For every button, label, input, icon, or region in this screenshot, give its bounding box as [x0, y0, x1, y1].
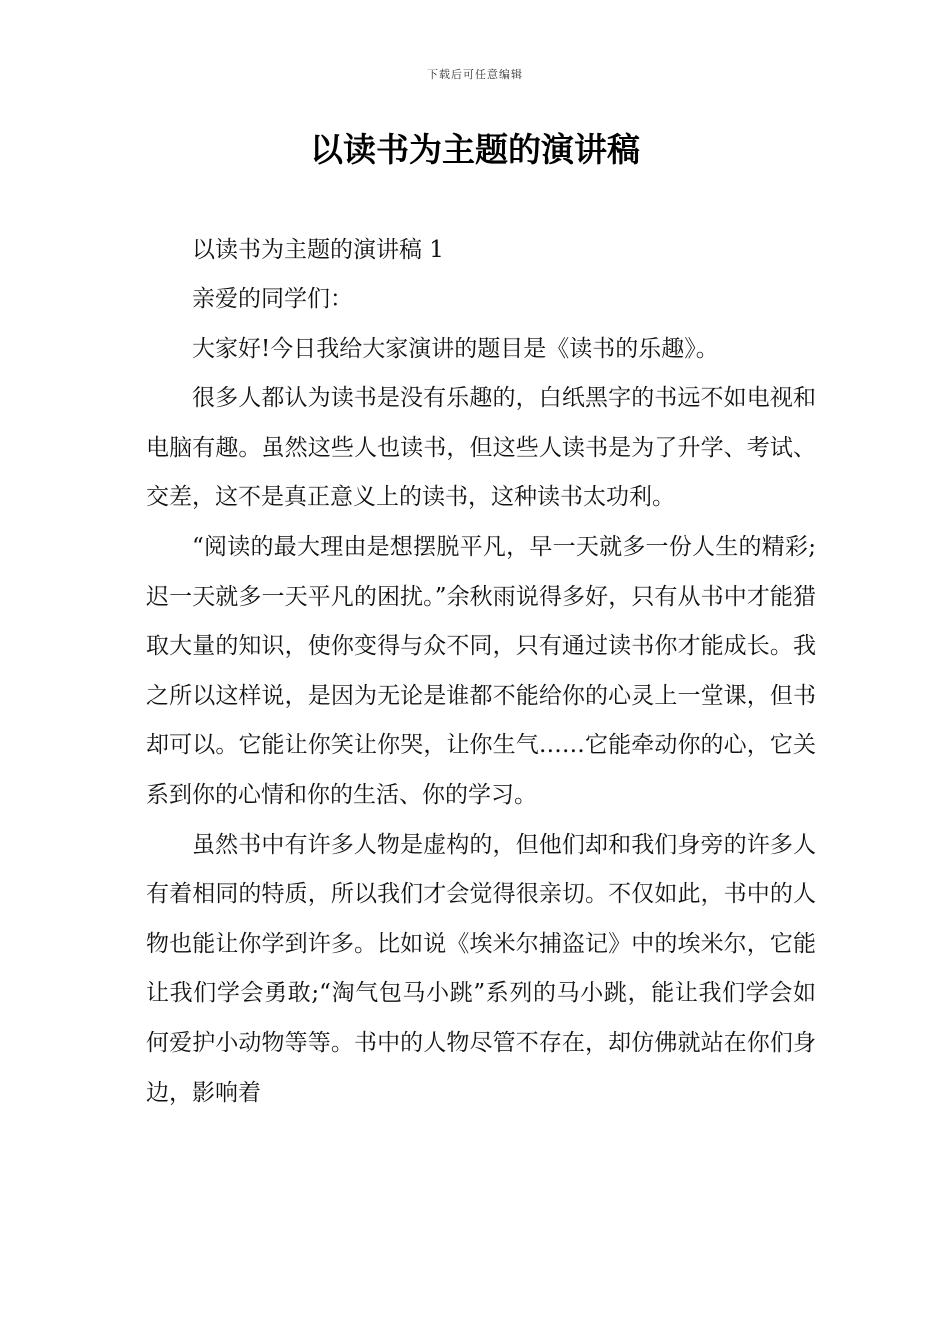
paragraph-subtitle: 以读书为主题的演讲稿 1 — [192, 237, 444, 263]
paragraph-body-3: 虽然书中有许多人物是虚构的，但他们却和我们身旁的许多人有着相同的特质，所以我们才会觉得很亲切。不仅如此，书中的人物也能让你学到许多。比如说《埃米尔捕盗记》中的埃米尔，它能让我们学会勇敢;“淘气包马小跳”系列的马小跳，能让我们学会如何爱护小动物等等。书中的人物尽管不存在，却仿佛就站在你们身边，影响着 — [146, 831, 816, 1106]
document-title: 以读书为主题的演讲稿 — [310, 130, 640, 169]
paragraph-body-2: “阅读的最大理由是想摆脱平凡，早一天就多一份人生的精彩;迟一天就多一天平凡的困扰。”余秋雨说得多好，只有从书中才能猎取大量的知识，使你变得与众不同，只有通过读书你才能成长。我之所以这样说，是因为无论是谁都不能给你的心灵上一堂课，但书却可以。它能让你笑让你哭，让你生气……它能牵动你的心，它关系到你的心情和你的生活、你的学习。 — [146, 533, 816, 808]
paragraph-greeting: 亲爱的同学们： — [192, 286, 353, 312]
paragraph-body-1: 很多人都认为读书是没有乐趣的，白纸黑字的书远不如电视和电脑有趣。虽然这些人也读书，但这些人读书是为了升学、考试、交差，这不是真正意义上的读书，这种读书太功利。 — [146, 385, 816, 511]
header-note: 下载后可任意编辑 — [427, 68, 523, 81]
document-body — [146, 226, 816, 1118]
paragraph-intro: 大家好!今日我给大家演讲的题目是《读书的乐趣》。 — [192, 335, 719, 362]
